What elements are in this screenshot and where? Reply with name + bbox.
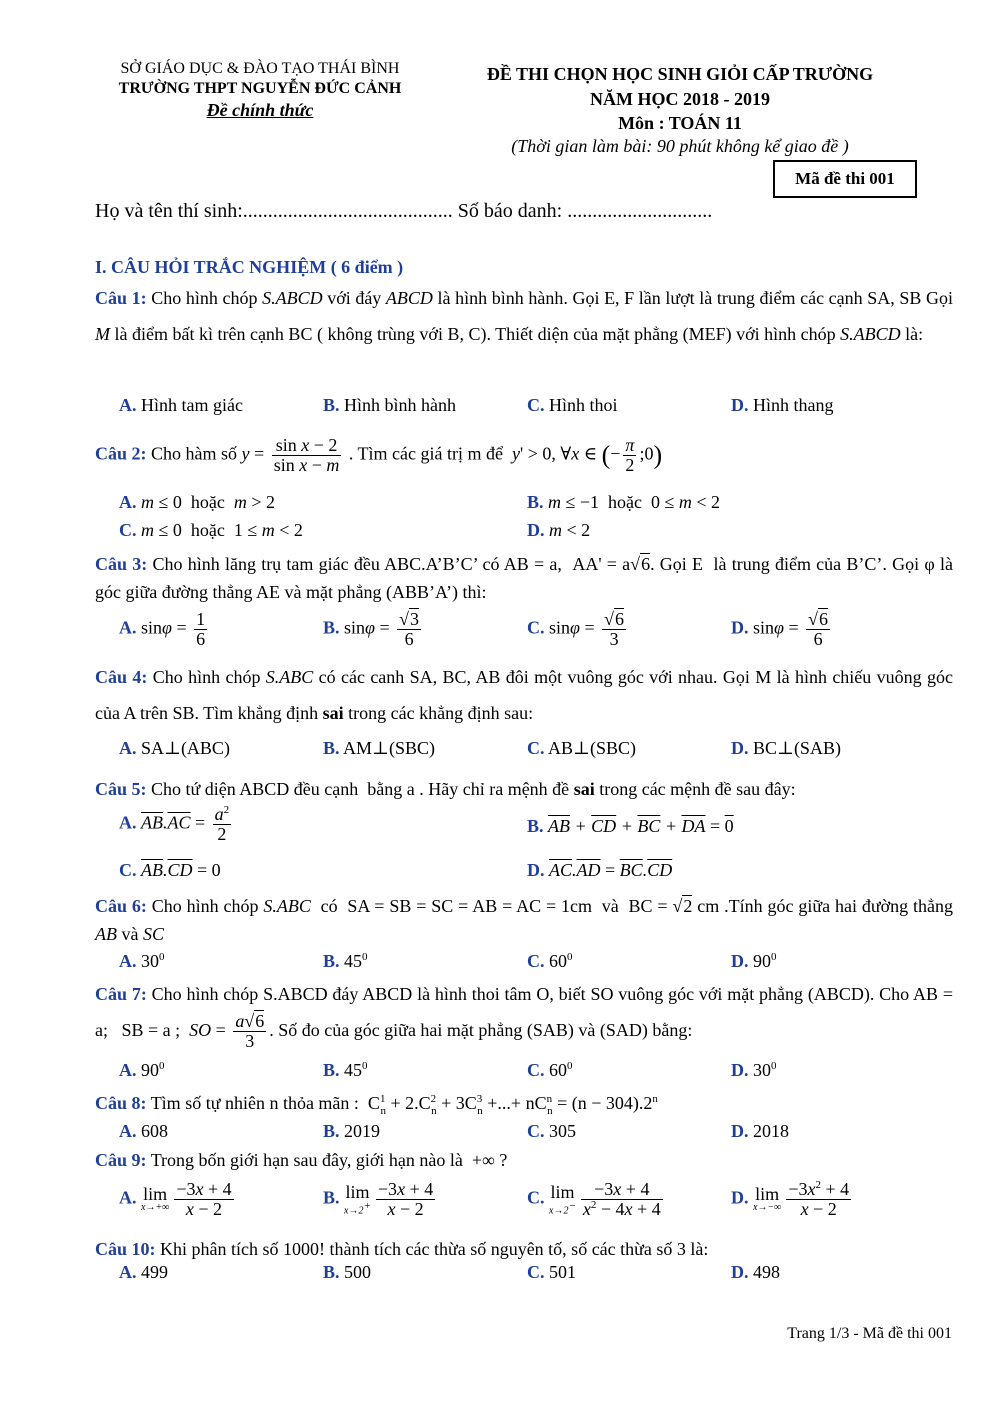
exam-year: NĂM HỌC 2018 - 2019 <box>590 89 770 109</box>
q4-option-d[interactable]: D. BC⊥(SAB) <box>731 738 841 758</box>
question-7: Câu 7: Cho hình chóp S.ABCD đáy ABCD là hình thoi tâm O, biết SO vuông góc với mặt phẳng (ABCD). Cho AB = a; SB = a ; SO = $\frac{a√6}{3}$ . Số đo của góc giữa hai mặt phẳng (SAB) và (SAD) bằng: <box>95 984 953 1052</box>
q6-option-c[interactable]: C. $60^0$ <box>527 951 573 971</box>
q4-option-c[interactable]: C. AB⊥(SBC) <box>527 738 636 758</box>
q8-option-a[interactable]: A. 608 <box>119 1121 168 1141</box>
q10-option-d[interactable]: D. 498 <box>731 1262 780 1282</box>
question-3: Câu 3: Cho hình lăng trụ tam giác đều ABC.A’B’C’ có AB = a, AA' = a√6. Gọi E là trung điểm của B’C’. Gọi φ là góc giữa đường thẳng AE và mặt phẳng (ABB’A’) thì: <box>95 554 953 602</box>
official-label: Đề chính thức <box>206 100 314 120</box>
page-footer: Trang 1/3 - Mã đề thi 001 <box>787 1325 952 1342</box>
exam-title: ĐỀ THI CHỌN HỌC SINH GIỎI CẤP TRƯỜNG <box>486 64 874 84</box>
exam-duration: (Thời gian làm bài: 90 phút không kể giao đề ) <box>511 136 849 156</box>
question-9: Câu 9: Trong bốn giới hạn sau đây, giới hạn nào là +∞ ? <box>95 1150 508 1170</box>
q8-option-b[interactable]: B. 2019 <box>323 1121 381 1141</box>
exam-code-box: Mã đề thi 001 <box>773 160 917 198</box>
question-10: Câu 10: Khi phân tích số 1000! thành tích các thừa số nguyên tố, số các thừa số 3 là: <box>95 1239 709 1259</box>
question-6: Câu 6: Cho hình chóp S.ABC có SA = SB = SC = AB = AC = 1cm và BC = √2 cm .Tính góc giữa hai đường thẳng AB và SC <box>95 896 953 944</box>
q6-option-a[interactable]: A. $30^0$ <box>119 951 165 971</box>
q2-option-a[interactable]: A. m ≤ 0 hoặc m > 2 <box>119 492 276 512</box>
question-5: Câu 5: Cho tứ diện ABCD đều cạnh bằng a . Hãy chỉ ra mệnh đề sai trong các mệnh đề sau đây: <box>95 779 796 799</box>
dept-name: SỞ GIÁO DỤC & ĐÀO TẠO THÁI BÌNH <box>120 60 400 77</box>
q4-option-b[interactable]: B. AM⊥(SBC) <box>323 738 435 758</box>
exam-subject: Môn : TOÁN 11 <box>618 113 742 133</box>
q3-option-c[interactable]: C. sinφ = $\frac{√6}{3}$ <box>527 609 625 649</box>
q7-option-c[interactable]: C. $60^0$ <box>527 1060 573 1080</box>
q1-option-c[interactable]: C. Hình thoi <box>527 395 618 415</box>
q1-option-a[interactable]: A. Hình tam giác <box>119 395 243 415</box>
q3-option-d[interactable]: D. sinφ = $\frac{√6}{6}$ <box>731 609 829 649</box>
q10-option-c[interactable]: C. 501 <box>527 1262 576 1282</box>
q10-option-b[interactable]: B. 500 <box>323 1262 372 1282</box>
question-4: Câu 4: Cho hình chóp S.ABC có các canh SA, BC, AB đôi một vuông góc với nhau. Gọi M là hình chiếu vuông góc của A trên SB. Tìm khẳng định sai trong các khẳng định sau: <box>95 667 953 723</box>
q10-option-a[interactable]: A. 499 <box>119 1262 168 1282</box>
question-2: Câu 2: Cho hàm số y = $\frac{\text{sin x − 2}}{\text{sin x − m}}$ . Tìm các giá trị m để y' > 0, ∀x ∈ (− $\frac{\pi}{2}$ ;0) <box>95 435 663 475</box>
q9-option-b[interactable]: B. lim x→2+ $\frac{-3x + 4}{x - 2}$ <box>323 1179 434 1219</box>
q3-option-b[interactable]: B. sinφ = $\frac{√3}{6}$ <box>323 609 420 649</box>
q10-text: Khi phân tích số 1000! thành tích các thừa số nguyên tố, số các thừa số 3 là: <box>160 1239 709 1259</box>
q5-option-a[interactable]: A. $\overline{AB}.\overline{AC}$ = $\frac{a^2}{2}$ <box>119 804 230 844</box>
q6-option-d[interactable]: D. $90^0$ <box>731 951 777 971</box>
candidate-line: Họ và tên thí sinh:.......................................... Số báo danh: ............................. <box>95 200 713 222</box>
q1-label: Câu 1: <box>95 288 147 308</box>
q3-option-a[interactable]: A. sinφ = $\frac{1}{6}$ <box>119 609 206 649</box>
q1-option-d[interactable]: D. Hình thang <box>731 395 834 415</box>
q7-option-a[interactable]: A. $90^0$ <box>119 1060 165 1080</box>
q5-option-b[interactable]: B. $\overline{AB} + \overline{CD} + \overline{BC} + \overline{DA} = 0$ <box>527 816 734 836</box>
section-title: I. CÂU HỎI TRẮC NGHIỆM ( 6 điểm ) <box>95 257 404 277</box>
school-name: TRƯỜNG THPT NGUYỄN ĐỨC CẢNH <box>118 80 402 97</box>
q2-option-c[interactable]: C. m ≤ 0 hoặc 1 ≤ m < 2 <box>119 520 303 540</box>
q2-option-b[interactable]: B. m ≤ −1 hoặc 0 ≤ m < 2 <box>527 492 721 512</box>
q6-option-b[interactable]: B. $45^0$ <box>323 951 368 971</box>
q9-option-a[interactable]: A. lim x→+∞ $\frac{-3x + 4}{x - 2}$ <box>119 1179 232 1219</box>
q7-option-d[interactable]: D. $30^0$ <box>731 1060 777 1080</box>
question-8: Câu 8: Tìm số tự nhiên n thỏa mãn : $C^1_n + 2.C^2_n + 3C^3_n$ +...+ $nC^n_n = (n - 304).2^n$ <box>95 1093 658 1117</box>
q9-option-d[interactable]: D. lim x→−∞ $\frac{-3x^2 + 4}{x - 2}$ <box>731 1179 850 1219</box>
q2-option-d[interactable]: D. m < 2 <box>527 520 591 540</box>
q7-option-b[interactable]: B. $45^0$ <box>323 1060 368 1080</box>
q9-option-c[interactable]: C. lim x→2− $\frac{-3x + 4}{x^2 - 4x + 4}$ <box>527 1179 661 1219</box>
q8-option-c[interactable]: C. 305 <box>527 1121 576 1141</box>
q5-option-d[interactable]: D. $\overline{AC}.\overline{AD} = \overline{BC}.\overline{CD}$ <box>527 860 673 880</box>
question-1: Câu 1: Cho hình chóp S.ABCD với đáy ABCD là hình bình hành. Gọi E, F lần lượt là trung điểm các cạnh SA, SB Gọi M là điểm bất kì trên cạnh BC ( không trùng với B, C). Thiết diện của mặt phẳng (MEF) với hình chóp S.ABCD là: <box>95 288 954 344</box>
q1-option-b[interactable]: B. Hình bình hành <box>323 395 457 415</box>
q5-option-c[interactable]: C. $\overline{AB}.\overline{CD} = 0$ <box>119 860 221 880</box>
q8-option-d[interactable]: D. 2018 <box>731 1121 789 1141</box>
q4-option-a[interactable]: A. SA⊥(ABC) <box>119 738 230 758</box>
